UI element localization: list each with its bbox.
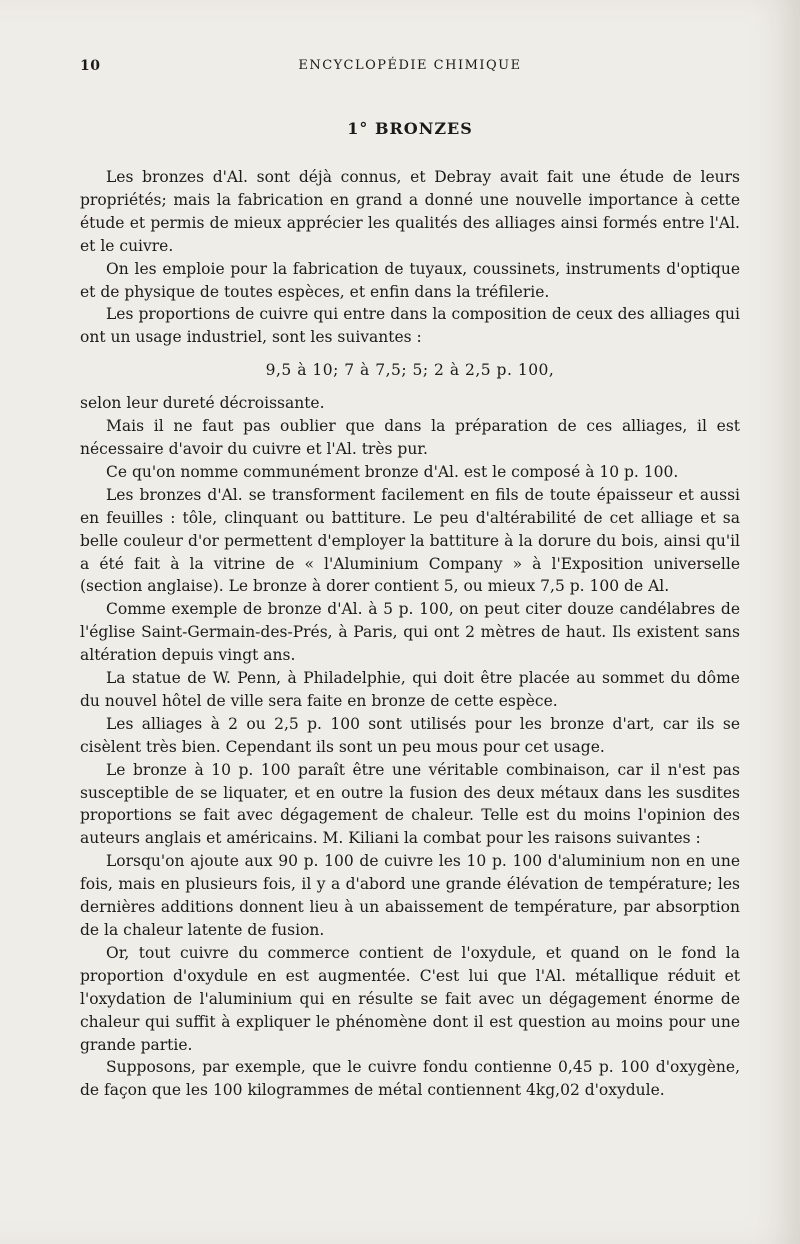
paragraph: selon leur dureté décroissante. [80, 394, 325, 413]
paragraph: Lorsqu'on ajoute aux 90 p. 100 de cuivre les 10 p. 100 d'aluminium non en une fois, mais en plusieurs fois, il y a d'abord une grande élévation de température; les dernières additions donnent lieu à un abaissement de température, par absorption de la chaleur latente de fusion. [80, 852, 740, 939]
paragraph: Le bronze à 10 p. 100 paraît être une véritable combinaison, car il n'est pas susceptible de se liquater, et en outre la fusion des deux métaux dans les susdites proportions se fait avec dégagement de chaleur. Telle est du moins l'opinion des auteurs anglais et américains. M. Kiliani la combat pour les raisons suivantes : [80, 760, 740, 848]
section-title: 1° BRONZES [347, 119, 473, 138]
page-header [80, 58, 740, 80]
paragraph: Mais il ne faut pas oublier que dans la préparation de ces alliages, il est nécessaire d'avoir du cuivre et l'Al. très pur. [80, 417, 740, 458]
body-text [80, 166, 740, 1102]
paragraph: Les proportions de cuivre qui entre dans la composition de ceux des alliages qui ont un usage industriel, sont les suivantes : [80, 305, 740, 347]
running-head: ENCYCLOPÉDIE CHIMIQUE [298, 58, 522, 73]
paragraph: Les alliages à 2 ou 2,5 p. 100 sont utilisés pour les bronze d'art, car ils se cisèlent très bien. Cependant ils sont un peu mous pour cet usage. [80, 714, 740, 756]
paragraph: Les bronzes d'Al. se transforment facilement en fils de toute épaisseur et aussi en feuilles : tôle, clinquant ou battiture. Le peu d'altérabilité de cet alliage et sa belle couleur d'or permettent d'employer la battiture à la dorure du bois, ainsi qu'il a été fait à la vitrine de « l'Aluminium Company » à l'Exposition universelle (section anglaise). Le bronze à dorer contient 5, ou mieux 7,5 p. 100 de Al. [80, 485, 740, 596]
paragraph: On les emploie pour la fabrication de tuyaux, coussinets, instruments d'optique et de physique de toutes espèces, et enfin dans la tréfilerie. [80, 259, 740, 301]
paragraph: Ce qu'on nomme communément bronze d'Al. est le composé à 10 p. 100. [106, 462, 679, 481]
paragraph: Comme exemple de bronze d'Al. à 5 p. 100, on peut citer douze candélabres de l'église Saint-Germain-des-Prés, à Paris, qui ont 2 mètres de haut. Ils existent sans altération depuis vingt ans. [80, 600, 740, 665]
paragraph: Les bronzes d'Al. sont déjà connus, et Debray avait fait une étude de leurs propriétés; mais la fabrication en grand a donné une nouvelle importance à cette étude et permis de mieux apprécier les qualités des alliages ainsi formés entre l'Al. et le cuivre. [80, 168, 740, 255]
paragraph: Supposons, par exemple, que le cuivre fondu contienne 0,45 p. 100 d'oxygène, de façon que les 100 kilogrammes de métal contiennent 4kg,02 d'oxydule. [80, 1058, 740, 1100]
paragraph: Or, tout cuivre du commerce contient de l'oxydule, et quand on le fond la proportion d'oxydule en est augmentée. C'est lui que l'Al. métallique réduit et l'oxydation de l'aluminium qui en résulte se fait avec un dégagement énorme de chaleur qui suffit à expliquer le phénomène dont il est question au moins pour une grande partie. [80, 943, 740, 1054]
proportions-line: 9,5 à 10; 7 à 7,5; 5; 2 à 2,5 p. 100, [265, 361, 555, 380]
paragraph: La statue de W. Penn, à Philadelphie, qui doit être placée au sommet du dôme du nouvel hôtel de ville sera faite en bronze de cette espèce. [80, 669, 740, 710]
page-number: 10 [80, 58, 101, 74]
